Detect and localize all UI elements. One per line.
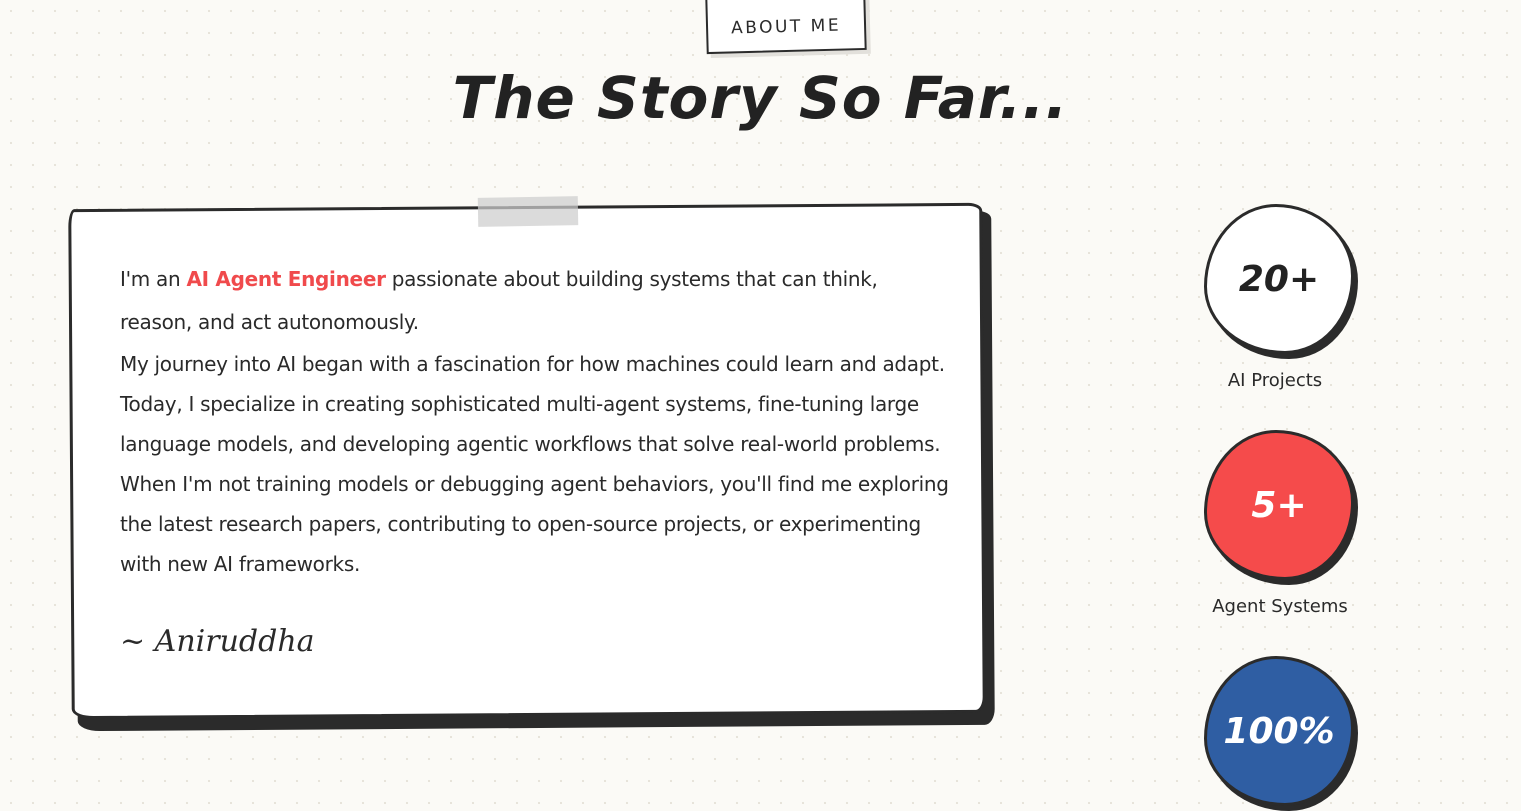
stat-percentage [1204,656,1354,806]
stat-value-badge [1204,204,1354,354]
stat-value: 100% [1223,710,1335,752]
story-text [120,258,950,584]
story-paragraph-2: My journey into AI began with a fascination for how machines could learn and adapt. Today, I specialize in creating sophisticated multi-agent systems, fine-tuning large language models, and developing agentic workflows that solve real-world problems. [120,352,945,456]
stat-value-badge [1204,656,1354,806]
section-tag-label: ABOUT ME [730,15,842,39]
intro-prefix: I'm an [120,267,187,291]
stat-ai-projects [1204,204,1354,354]
stat-agent-systems [1204,430,1354,580]
stat-value: 20+ [1238,258,1320,300]
signature: ~ Aniruddha [120,624,315,659]
section-title: The Story So Far... [452,64,1069,132]
role-highlight: AI Agent Engineer [186,267,386,291]
stat-label-agent-systems: Agent Systems [1212,596,1348,617]
story-paragraph-3: When I'm not training models or debugging agent behaviors, you'll find me exploring the latest research papers, contributing to open-source projects, or experimenting with new AI frameworks. [120,472,949,576]
stat-value-badge [1204,430,1354,580]
intro-suffix: passionate about building systems that can think, reason, and act autonomously. [120,267,878,334]
story-intro [120,258,950,344]
stat-label-ai-projects: AI Projects [1227,370,1323,391]
tape-strip [478,196,578,227]
stat-value: 5+ [1251,484,1307,526]
section-tag [705,0,866,54]
